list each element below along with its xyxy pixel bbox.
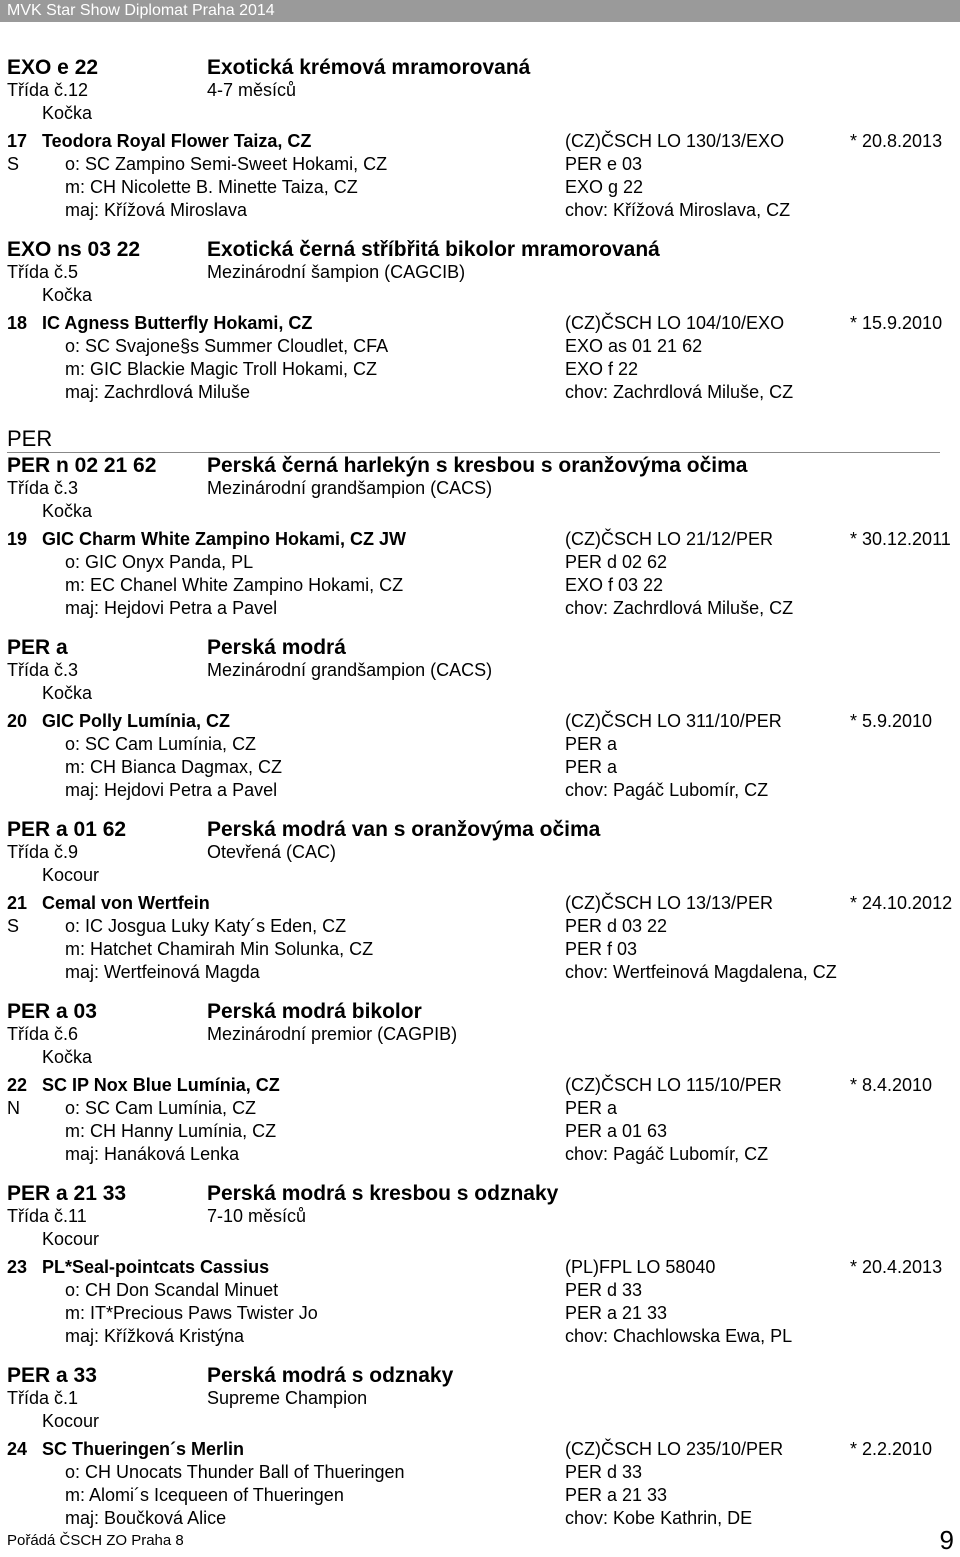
class-number: Třída č.3 — [7, 660, 79, 680]
entry-number: 23 — [7, 1257, 28, 1277]
pedigree-or-owner: m: CH Nicolette B. Minette Taiza, CZ — [65, 177, 358, 197]
pedigree-or-owner: o: CH Unocats Thunder Ball of Thueringen — [65, 1462, 405, 1482]
cat-name: IC Agness Butterfly Hokami, CZ — [42, 313, 313, 333]
entry-flag: N — [7, 1098, 20, 1118]
birth-date: * 5.9.2010 — [850, 711, 933, 731]
registration-number: (CZ)ČSCH LO 235/10/PER — [565, 1439, 784, 1459]
entry-detail-row — [0, 358, 960, 381]
entry-detail-row — [0, 176, 960, 199]
class-row — [0, 1387, 960, 1410]
registration-number: (CZ)ČSCH LO 21/12/PER — [565, 529, 774, 549]
entry-number: 18 — [7, 313, 28, 333]
entry-detail-row — [0, 733, 960, 756]
color-or-breeder: EXO f 22 — [565, 359, 639, 379]
color-name: Perská modrá s kresbou s odznaky — [207, 1182, 559, 1205]
sex-label: Kočka — [42, 501, 93, 521]
registration-number: (CZ)ČSCH LO 104/10/EXO — [565, 313, 785, 333]
pedigree-or-owner: m: CH Hanny Lumínia, CZ — [65, 1121, 277, 1141]
class-name: Mezinárodní premior (CAGPIB) — [207, 1024, 458, 1044]
sex-label: Kocour — [42, 1411, 100, 1431]
page-header — [0, 0, 960, 22]
color-or-breeder: EXO f 03 22 — [565, 575, 664, 595]
color-or-breeder: chov: Pagáč Lubomír, CZ — [565, 780, 769, 800]
pedigree-or-owner: o: SC Zampino Semi-Sweet Hokami, CZ — [65, 154, 388, 174]
entry-detail-row — [0, 335, 960, 358]
color-or-breeder: chov: Zachrdlová Miluše, CZ — [565, 598, 794, 618]
color-name: Perská modrá van s oranžovýma očima — [207, 818, 601, 841]
entry-detail-row — [0, 1097, 960, 1120]
sex-label: Kočka — [42, 103, 93, 123]
color-or-breeder: chov: Wertfeinová Magdalena, CZ — [565, 962, 837, 982]
color-or-breeder: chov: Křížová Miroslava, CZ — [565, 200, 791, 220]
entry-detail-row — [0, 153, 960, 176]
registration-number: (CZ)ČSCH LO 13/13/PER — [565, 893, 774, 913]
section-heading — [0, 1364, 960, 1387]
pedigree-or-owner: maj: Hanáková Lenka — [65, 1144, 240, 1164]
ems-code: PER a 21 33 — [7, 1182, 127, 1205]
pedigree-or-owner: maj: Křížková Kristýna — [65, 1326, 245, 1346]
class-number: Třída č.1 — [7, 1388, 79, 1408]
pedigree-or-owner: maj: Křížová Miroslava — [65, 200, 248, 220]
color-or-breeder: chov: Pagáč Lubomír, CZ — [565, 1144, 769, 1164]
section-heading — [0, 636, 960, 659]
class-number: Třída č.6 — [7, 1024, 79, 1044]
color-or-breeder: PER a — [565, 734, 618, 754]
ems-code: PER a 33 — [7, 1364, 97, 1387]
pedigree-or-owner: maj: Zachrdlová Miluše — [65, 382, 251, 402]
entry-detail-row — [0, 915, 960, 938]
ems-code: PER a — [7, 636, 68, 659]
class-number: Třída č.12 — [7, 80, 89, 100]
class-name: 4-7 měsíců — [207, 80, 297, 100]
birth-date: * 8.4.2010 — [850, 1075, 933, 1095]
sex-label: Kočka — [42, 683, 93, 703]
entry-heading — [0, 710, 960, 733]
class-row — [0, 261, 960, 284]
entry-number: 19 — [7, 529, 28, 549]
pedigree-or-owner: m: EC Chanel White Zampino Hokami, CZ — [65, 575, 404, 595]
sex-row — [0, 102, 960, 125]
section-spacer — [0, 404, 960, 420]
color-section — [0, 818, 960, 984]
pedigree-or-owner: m: IT*Precious Paws Twister Jo — [65, 1303, 318, 1323]
class-name: 7-10 měsíců — [207, 1206, 307, 1226]
entry-detail-row — [0, 779, 960, 802]
class-name: Supreme Champion — [207, 1388, 368, 1408]
color-name: Exotická krémová mramorovaná — [207, 56, 531, 79]
sex-row — [0, 1410, 960, 1433]
entry-heading — [0, 528, 960, 551]
entry-heading — [0, 1074, 960, 1097]
entry-number: 20 — [7, 711, 28, 731]
section-spacer — [0, 222, 960, 238]
sex-label: Kočka — [42, 1047, 93, 1067]
entry-detail-row — [0, 381, 960, 404]
sex-row — [0, 864, 960, 887]
cat-name: SC Thueringen´s Merlin — [42, 1439, 245, 1459]
footer-organizer: Pořádá ČSCH ZO Praha 8 — [7, 1532, 184, 1549]
pedigree-or-owner: m: Alomi´s Icequeen of Thueringen — [65, 1485, 344, 1505]
pedigree-or-owner: m: GIC Blackie Magic Troll Hokami, CZ — [65, 359, 378, 379]
pedigree-or-owner: maj: Wertfeinová Magda — [65, 962, 260, 982]
entry-detail-row — [0, 1143, 960, 1166]
sex-row — [0, 284, 960, 307]
entry-detail-row — [0, 1484, 960, 1507]
entry-detail-row — [0, 199, 960, 222]
color-section — [0, 636, 960, 802]
entry-number: 21 — [7, 893, 28, 913]
entry-detail-row — [0, 597, 960, 620]
color-section — [0, 56, 960, 222]
color-or-breeder: chov: Chachlowska Ewa, PL — [565, 1326, 793, 1346]
registration-number: (CZ)ČSCH LO 115/10/PER — [565, 1075, 782, 1095]
section-heading — [0, 818, 960, 841]
entry-detail-row — [0, 551, 960, 574]
section-spacer — [0, 1166, 960, 1182]
pedigree-or-owner: o: SC Cam Lumínia, CZ — [65, 1098, 257, 1118]
entry-number: 17 — [7, 131, 28, 151]
cat-name: Teodora Royal Flower Taiza, CZ — [42, 131, 312, 151]
section-heading — [0, 1182, 960, 1205]
color-or-breeder: chov: Zachrdlová Miluše, CZ — [565, 382, 794, 402]
color-name: Perská modrá bikolor — [207, 1000, 422, 1023]
birth-date: * 20.4.2013 — [850, 1257, 943, 1277]
section-heading — [0, 454, 960, 477]
birth-date: * 2.2.2010 — [850, 1439, 933, 1459]
entry-flag: S — [7, 916, 20, 936]
class-number: Třída č.11 — [7, 1206, 87, 1226]
entry-detail-row — [0, 938, 960, 961]
class-number: Třída č.3 — [7, 478, 79, 498]
color-section — [0, 1000, 960, 1166]
entry-heading — [0, 312, 960, 335]
color-or-breeder: PER d 33 — [565, 1462, 643, 1482]
cat-name: GIC Polly Lumínia, CZ — [42, 711, 231, 731]
sex-label: Kočka — [42, 285, 93, 305]
entry-detail-row — [0, 1507, 960, 1530]
entry-number: 24 — [7, 1439, 28, 1459]
color-section — [0, 238, 960, 404]
ems-code: EXO ns 03 22 — [7, 238, 141, 261]
color-or-breeder: PER d 33 — [565, 1280, 643, 1300]
section-heading — [0, 1000, 960, 1023]
pedigree-or-owner: maj: Boučková Alice — [65, 1508, 227, 1528]
sex-row — [0, 1228, 960, 1251]
class-row — [0, 659, 960, 682]
class-name: Otevřená (CAC) — [207, 842, 337, 862]
color-or-breeder: PER f 03 — [565, 939, 638, 959]
pedigree-or-owner: o: SC Cam Lumínia, CZ — [65, 734, 257, 754]
birth-date: * 30.12.2011 — [850, 529, 951, 549]
color-or-breeder: EXO g 22 — [565, 177, 644, 197]
catalog-content — [0, 56, 960, 1546]
color-or-breeder: PER a 01 63 — [565, 1121, 668, 1141]
entry-heading — [0, 130, 960, 153]
ems-code: EXO e 22 — [7, 56, 99, 79]
color-name: Exotická černá stříbřitá bikolor mramorovaná — [207, 238, 660, 261]
pedigree-or-owner: o: CH Don Scandal Minuet — [65, 1280, 279, 1300]
sex-row — [0, 1046, 960, 1069]
color-or-breeder: PER a — [565, 757, 618, 777]
color-or-breeder: PER a 21 33 — [565, 1485, 668, 1505]
registration-number: (CZ)ČSCH LO 130/13/EXO — [565, 131, 785, 151]
page-number: 9 — [939, 1525, 954, 1555]
color-or-breeder: EXO as 01 21 62 — [565, 336, 703, 356]
color-or-breeder: PER d 02 62 — [565, 552, 668, 572]
sex-label: Kocour — [42, 1229, 100, 1249]
ems-code: PER a 01 62 — [7, 818, 127, 841]
entry-detail-row — [0, 1302, 960, 1325]
entry-detail-row — [0, 756, 960, 779]
birth-date: * 20.8.2013 — [850, 131, 943, 151]
pedigree-or-owner: o: SC Svajone§s Summer Cloudlet, CFA — [65, 336, 389, 356]
pedigree-or-owner: m: Hatchet Chamirah Min Solunka, CZ — [65, 939, 374, 959]
section-spacer — [0, 620, 960, 636]
class-row — [0, 1023, 960, 1046]
entry-heading — [0, 892, 960, 915]
pedigree-or-owner: o: IC Josgua Luky Katy´s Eden, CZ — [65, 916, 347, 936]
breed-group-heading — [0, 424, 960, 454]
entry-heading — [0, 1438, 960, 1461]
entry-detail-row — [0, 1461, 960, 1484]
class-name: Mezinárodní grandšampion (CACS) — [207, 660, 493, 680]
class-name: Mezinárodní šampion (CAGCIB) — [207, 262, 466, 282]
section-heading — [0, 56, 960, 79]
color-name: Perská modrá — [207, 636, 346, 659]
color-section — [0, 1182, 960, 1348]
class-row — [0, 841, 960, 864]
ems-code: PER n 02 21 62 — [7, 454, 157, 477]
entry-detail-row — [0, 1279, 960, 1302]
entry-detail-row — [0, 1325, 960, 1348]
class-row — [0, 79, 960, 102]
color-section — [0, 454, 960, 620]
section-heading — [0, 238, 960, 261]
registration-number: (CZ)ČSCH LO 311/10/PER — [565, 711, 782, 731]
color-name: Perská černá harlekýn s kresbou s oranžovýma očima — [207, 454, 748, 477]
color-or-breeder: PER e 03 — [565, 154, 643, 174]
header-title: MVK Star Show Diplomat Praha 2014 — [7, 2, 275, 19]
color-or-breeder: chov: Kobe Kathrin, DE — [565, 1508, 753, 1528]
color-or-breeder: PER d 03 22 — [565, 916, 668, 936]
color-name: Perská modrá s odznaky — [207, 1364, 454, 1387]
class-name: Mezinárodní grandšampion (CACS) — [207, 478, 493, 498]
birth-date: * 24.10.2012 — [850, 893, 953, 913]
pedigree-or-owner: m: CH Bianca Dagmax, CZ — [65, 757, 283, 777]
pedigree-or-owner: o: GIC Onyx Panda, PL — [65, 552, 254, 572]
class-number: Třída č.5 — [7, 262, 79, 282]
entry-detail-row — [0, 1120, 960, 1143]
pedigree-or-owner: maj: Hejdovi Petra a Pavel — [65, 598, 278, 618]
birth-date: * 15.9.2010 — [850, 313, 943, 333]
entry-heading — [0, 1256, 960, 1279]
entry-flag: S — [7, 154, 20, 174]
cat-name: SC IP Nox Blue Lumínia, CZ — [42, 1075, 280, 1095]
color-or-breeder: PER a — [565, 1098, 618, 1118]
ems-code: PER a 03 — [7, 1000, 97, 1023]
section-spacer — [0, 984, 960, 1000]
sex-label: Kocour — [42, 865, 100, 885]
color-section — [0, 1364, 960, 1530]
color-or-breeder: PER a 21 33 — [565, 1303, 668, 1323]
class-number: Třída č.9 — [7, 842, 79, 862]
cat-name: PL*Seal-pointcats Cassius — [42, 1257, 270, 1277]
entry-detail-row — [0, 961, 960, 984]
class-row — [0, 477, 960, 500]
section-spacer — [0, 802, 960, 818]
cat-name: Cemal von Wertfein — [42, 893, 210, 913]
sex-row — [0, 682, 960, 705]
entry-number: 22 — [7, 1075, 28, 1095]
pedigree-or-owner: maj: Hejdovi Petra a Pavel — [65, 780, 278, 800]
class-row — [0, 1205, 960, 1228]
group-divider — [7, 452, 940, 453]
sex-row — [0, 500, 960, 523]
breed-group-code: PER — [7, 426, 53, 451]
section-spacer — [0, 1348, 960, 1364]
cat-name: GIC Charm White Zampino Hokami, CZ JW — [42, 529, 407, 549]
registration-number: (PL)FPL LO 58040 — [565, 1257, 716, 1277]
entry-detail-row — [0, 574, 960, 597]
